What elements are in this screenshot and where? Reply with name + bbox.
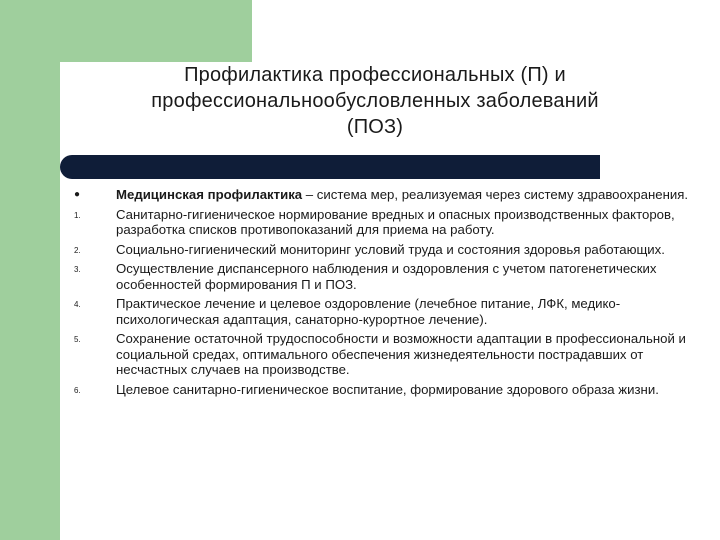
number-marker: 3. (74, 265, 81, 274)
list-item-text: Практическое лечение и целевое оздоровление (лечебное питание, ЛФК, медико-психологическая адаптация, санаторно-курортное лечение). (116, 296, 621, 327)
list-item (74, 207, 694, 238)
slide-title (62, 62, 688, 140)
title-divider (60, 155, 600, 179)
list-item (74, 296, 694, 327)
list-item (74, 242, 694, 258)
list-item-text: Санитарно-гигиеническое нормирование вредных и опасных производственных факторов, разработка списков противопоказаний для приема на работу. (116, 206, 675, 237)
number-marker: 6. (74, 385, 81, 395)
list-item-bold: Медицинская профилактика (116, 187, 303, 202)
title-line-3: (ПОЗ) (346, 116, 404, 138)
list-item-text: Социально-гигиенический мониторинг условий труда и состояния здоровья работающих. (116, 241, 665, 257)
number-marker: 2. (74, 245, 81, 255)
list-item (74, 331, 694, 378)
list-item-text: Целевое санитарно-гигиеническое воспитание, формирование здорового образа жизни. (116, 381, 659, 397)
number-marker: 1. (74, 210, 81, 220)
left-accent-bar (0, 0, 60, 540)
list-item (74, 187, 694, 203)
title-line-1: Профилактика профессиональных (П) и (184, 64, 566, 86)
number-marker: 4. (74, 300, 81, 309)
list-item (74, 261, 694, 292)
top-accent-block (60, 0, 252, 62)
title-line-2: профессиональнообусловленных заболеваний (151, 90, 599, 112)
bullet-marker: ● (74, 189, 81, 200)
list-item-text: Осуществление диспансерного наблюдения и оздоровления с учетом патогенетических особенностей формирования П и ПОЗ. (116, 261, 657, 292)
list-item-body: – система мер, реализуемая через систему здравоохранения. (302, 187, 689, 202)
number-marker: 5. (74, 335, 81, 344)
list-item (74, 382, 694, 398)
list-item-text (116, 187, 694, 203)
content-list (74, 187, 694, 401)
list-item-text: Сохранение остаточной трудоспособности и возможности адаптации в профессиональной и социальной средах, оптимального обеспечения жизнедеятельности пострадавших от несчастных случаев на производстве. (116, 331, 686, 377)
